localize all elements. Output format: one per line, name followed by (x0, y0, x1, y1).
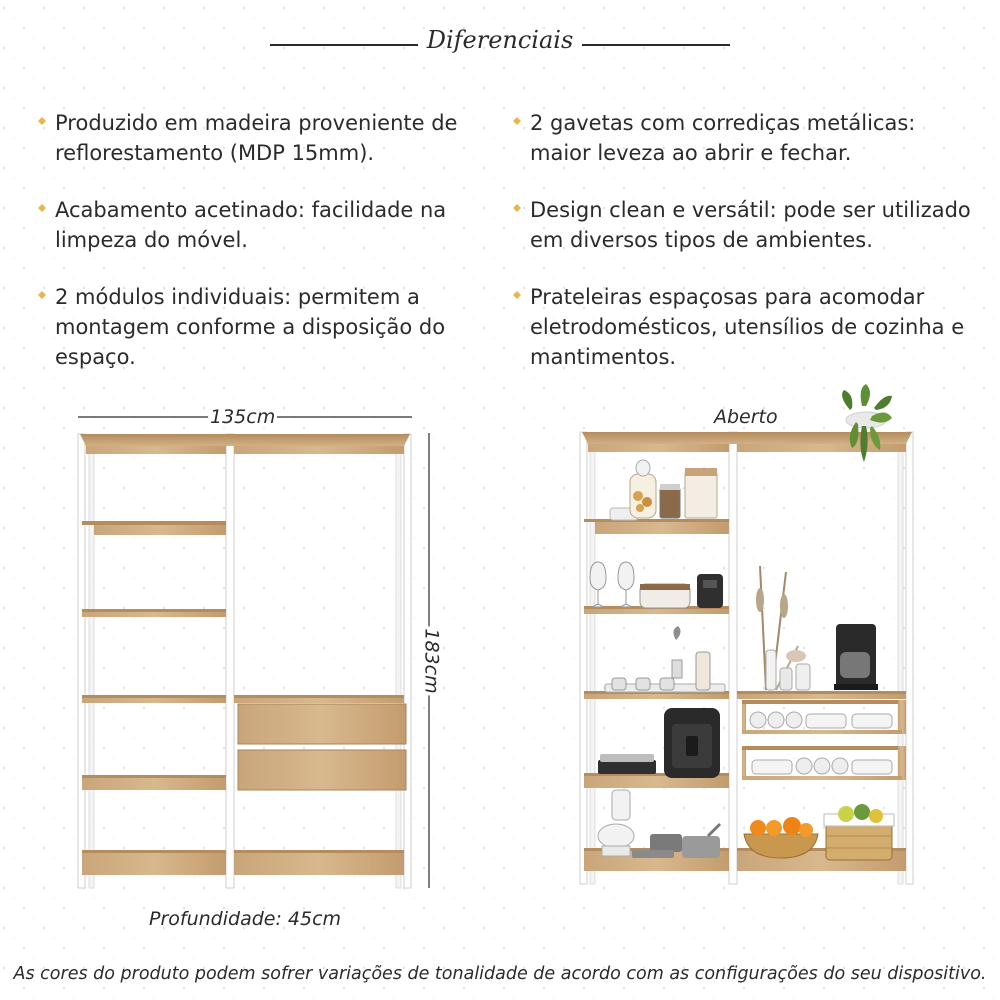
fruit-bowl-icon (744, 817, 818, 858)
feature-text: mantimentos. (530, 345, 677, 369)
mixer-icon (598, 790, 634, 856)
jars-icon (610, 460, 717, 520)
open-drawer-bottom (742, 746, 906, 780)
feature-text: montagem conforme a disposição do (55, 315, 446, 339)
scale-icon (697, 574, 723, 608)
height-label: 183cm (420, 628, 443, 694)
griddle-icon (598, 754, 656, 774)
width-label: 135cm (210, 406, 276, 428)
disclaimer-text: As cores do produto podem sofrer variações de tonalidade de acordo com as configurações do seu dispositivo. (13, 964, 987, 984)
feature-text: reflorestamento (MDP 15mm). (55, 141, 375, 165)
depth-label: Profundidade: 45cm (149, 908, 342, 930)
open-drawer-top (742, 700, 906, 734)
feature-text: espaço. (55, 345, 136, 369)
open-label: Aberto (714, 406, 778, 428)
feature-text: 2 módulos individuais: permitem a (55, 285, 420, 309)
feature-text: eletrodomésticos, utensílios de cozinha e (530, 315, 965, 339)
feature-text: 2 gavetas com corrediças metálicas: (530, 111, 916, 135)
glasses-icon (590, 562, 634, 607)
coffee-machine-icon (834, 624, 878, 690)
right-middle-shelf (737, 691, 906, 699)
page-title: Diferenciais (426, 26, 574, 54)
feature-text: Design clean e versátil: pode ser utilizado (530, 198, 971, 222)
spice-rack-icon (605, 626, 725, 692)
feature-text: Produzido em madeira proveniente de (55, 111, 458, 135)
air-fryer-icon (664, 708, 720, 778)
feature-text: maior leveza ao abrir e fechar. (530, 141, 852, 165)
feature-text: Acabamento acetinado: facilidade na (55, 198, 447, 222)
bread-box-icon (640, 584, 690, 608)
fruit-basket-icon (824, 804, 894, 860)
feature-text: limpeza do móvel. (55, 228, 248, 252)
feature-text: em diversos tipos de ambientes. (530, 228, 873, 252)
feature-text: Prateleiras espaçosas para acomodar (530, 285, 925, 309)
dried-flowers-icon (756, 566, 810, 690)
